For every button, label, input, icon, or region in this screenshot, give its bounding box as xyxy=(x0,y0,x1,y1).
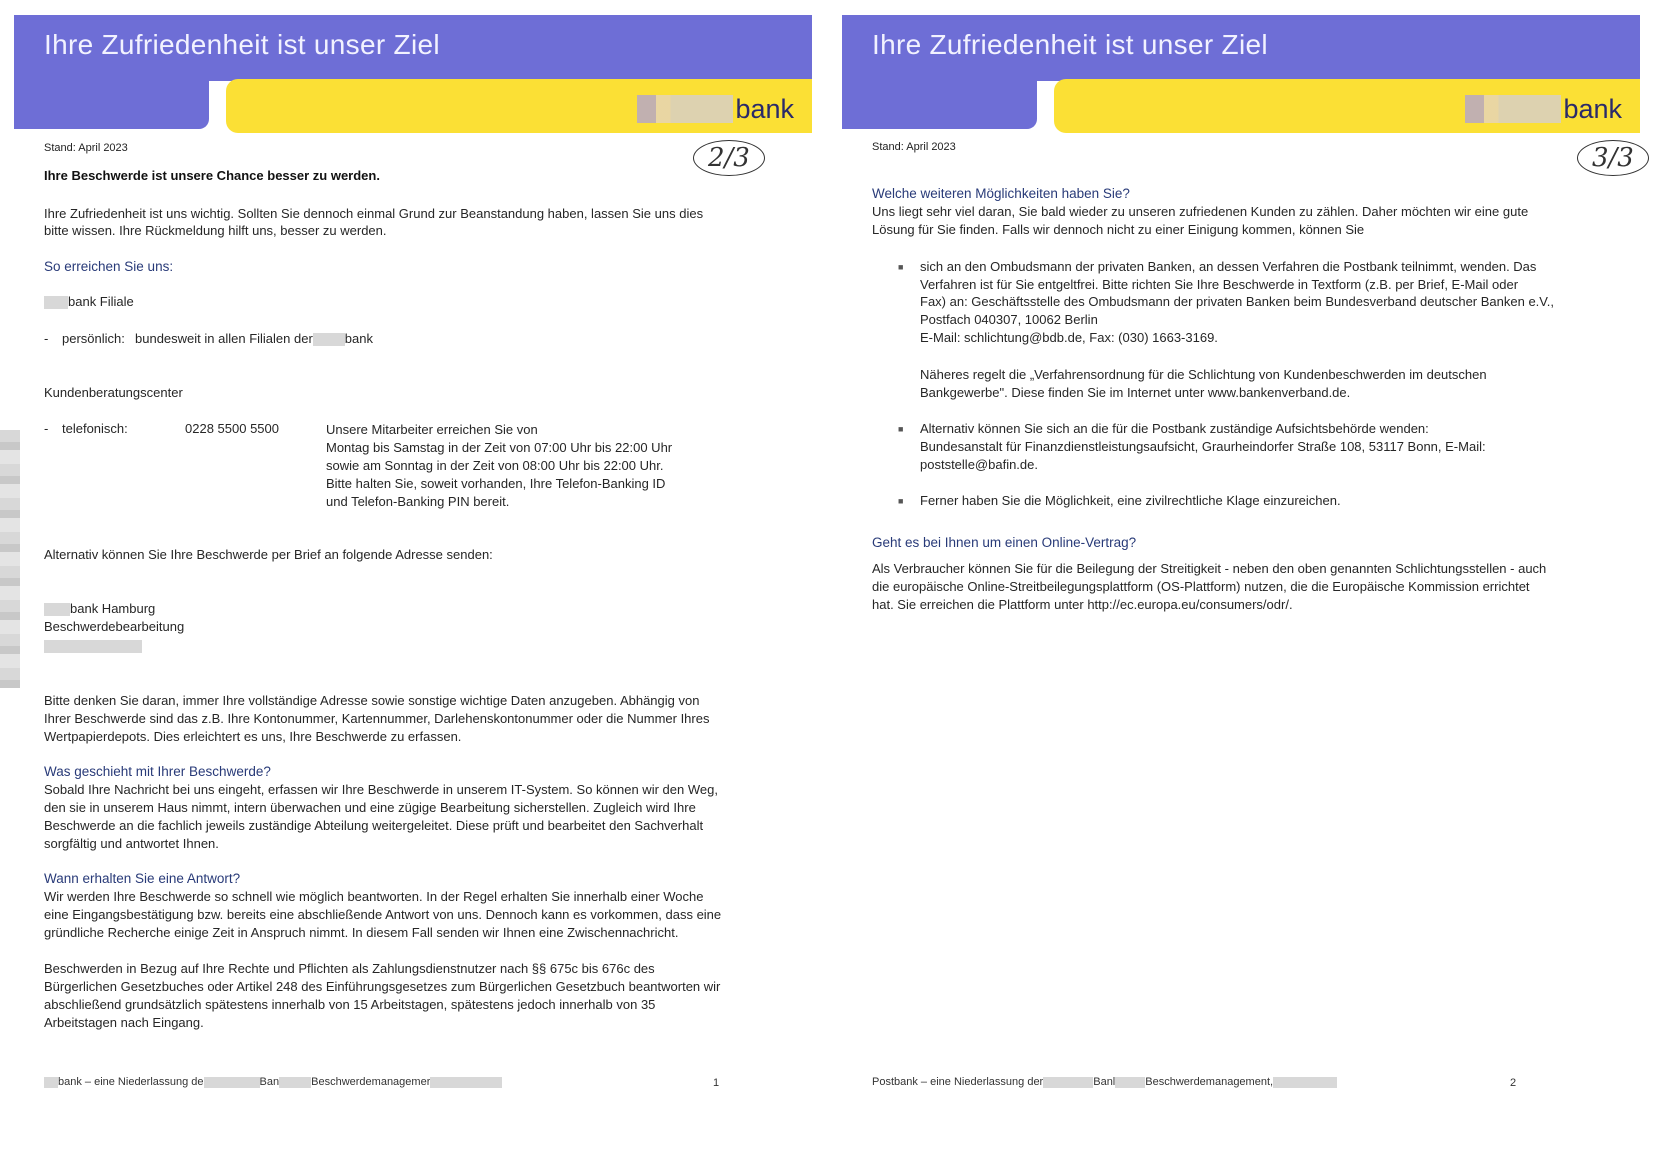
phone-info-line: Montag bis Samstag in der Zeit von 07:00 Uhr bis 22:00 Uhr xyxy=(326,440,673,455)
stand-date: Stand: April 2023 xyxy=(44,142,128,154)
what-line: Beschwerde an die fachlich jeweils zuständige Abteilung weitergeleitet. Diese prüft und bearbeitet den Sachverhalt xyxy=(44,818,704,833)
phone-info-line: Bitte halten Sie, soweit vorhanden, Ihre Telefon-Banking ID xyxy=(326,476,666,491)
redaction xyxy=(1115,1077,1145,1088)
address-line-3 xyxy=(44,637,142,655)
bullet-1-line: E-Mail: schlichtung@bdb.de, Fax: (030) 1663-3169. xyxy=(920,330,1218,345)
header-banner xyxy=(842,15,1640,132)
redaction xyxy=(44,603,70,616)
personal-text: bundesweit in allen Filialen der bank xyxy=(135,331,373,346)
intro-line-1: Ihre Zufriedenheit ist uns wichtig. Sollten Sie dennoch einmal Grund zur Beanstandung haben, lassen Sie uns dies xyxy=(44,206,704,221)
logo-word: bank xyxy=(1563,93,1622,124)
reminder-line: Ihrer Beschwerde sind das z.B. Ihre Kontonummer, Kartennummer, Darlehenskontonummer oder die Nummer Ihres xyxy=(44,711,710,726)
intro-line-2: bitte wissen. Ihre Rückmeldung hilft uns, besser zu werden. xyxy=(44,223,387,238)
page-stamp: 2/3 xyxy=(693,140,765,176)
options-heading: Welche weiteren Möglichkeiten haben Sie? xyxy=(872,186,1130,201)
letter-text: Alternativ können Sie Ihre Beschwerde per Brief an folgende Adresse senden: xyxy=(44,547,493,562)
redaction xyxy=(44,1077,58,1088)
reminder-line: Bitte denken Sie daran, immer Ihre vollständige Adresse sowie sonstige wichtige Daten anzugeben. Abhängig von xyxy=(44,693,700,708)
banner-slogan: Ihre Zufriedenheit ist unser Ziel xyxy=(44,29,440,60)
address-line-1: bank Hamburg xyxy=(44,600,155,618)
personal-label: persönlich: xyxy=(62,331,125,346)
when-heading: Wann erhalten Sie eine Antwort? xyxy=(44,871,241,886)
personal-dash: - xyxy=(44,331,49,346)
online-heading: Geht es bei Ihnen um einen Online-Vertrag? xyxy=(872,535,1137,550)
redaction xyxy=(204,1077,260,1088)
legal-line: Arbeitstagen nach Eingang. xyxy=(44,1015,204,1030)
legal-line: abschließend grundsätzlich spätestens innerhalb von 15 Arbeitstagen, spätestens jedoch innerhalb von 35 xyxy=(44,997,656,1012)
bullet-icon: ■ xyxy=(898,262,904,272)
bullet-1-line: sich an den Ombudsmann der privaten Banken, an dessen Verfahren die Postbank teilnimmt, wenden. Das xyxy=(920,259,1537,274)
address-line-2: Beschwerdebearbeitung xyxy=(44,619,185,634)
bullet-1-more-line: Bankgewerbe". Diese finden Sie im Internet unter www.bankenverband.de. xyxy=(920,385,1351,400)
redaction xyxy=(44,640,142,653)
bullet-2-line: Bundesanstalt für Finanzdienstleistungsaufsicht, Graurheindorfer Straße 108, 53117 Bonn, E-Mail: xyxy=(920,439,1486,454)
phone-info-line: Unsere Mitarbeiter erreichen Sie von xyxy=(326,422,538,437)
online-line: die europäische Online-Streitbeilegungsplattform (OS-Plattform) nutzen, die die Europäische Kommission errichtet xyxy=(872,579,1530,594)
when-line: Wir werden Ihre Beschwerde so schnell wie möglich beantworten. In der Regel erhalten Sie innerhalb einer Woche xyxy=(44,889,704,904)
redaction xyxy=(44,296,68,309)
footer: Postbank – eine Niederlassung der Banl Beschwerdemanagement, xyxy=(872,1076,1337,1088)
page-number: 2 xyxy=(1510,1077,1517,1089)
bank-logo xyxy=(1465,91,1622,127)
logo-redaction xyxy=(637,95,733,123)
options-line: Uns liegt sehr viel daran, Sie bald wieder zu unseren zufriedenen Kunden zu zählen. Daher möchten wir eine gute xyxy=(872,204,1529,219)
bullet-1-more-line: Näheres regelt die „Verfahrensordnung für die Schlichtung von Kundenbeschwerden im deutschen xyxy=(920,367,1487,382)
filiale-line: bank Filiale xyxy=(44,293,134,311)
redaction xyxy=(279,1077,311,1088)
redaction xyxy=(1043,1077,1093,1088)
redaction xyxy=(313,333,345,346)
stand-date: Stand: April 2023 xyxy=(872,141,956,153)
phone-label: telefonisch: xyxy=(62,421,128,436)
banner-slogan: Ihre Zufriedenheit ist unser Ziel xyxy=(872,29,1268,60)
logo-word: bank xyxy=(735,93,794,124)
redaction xyxy=(430,1077,502,1088)
what-line: Sobald Ihre Nachricht bei uns eingeht, erfassen wir Ihre Beschwerde in unserem IT-System. So können wir den Weg, xyxy=(44,782,718,797)
online-line: Als Verbraucher können Sie für die Beilegung der Streitigkeit - neben den oben genannten Schlichtungsstellen - auch xyxy=(872,561,1547,576)
phone-info-line: sowie am Sonntag in der Zeit von 08:00 Uhr bis 22:00 Uhr. xyxy=(326,458,664,473)
bullet-1-line: Postfach 040307, 10062 Berlin xyxy=(920,312,1098,327)
phone-number: 0228 5500 5500 xyxy=(185,421,279,436)
bullet-1-line: Verfahren ist für Sie entgeltfrei. Bitte richten Sie Ihre Beschwerde in Textform (z.B. per Brief, E-Mail oder xyxy=(920,277,1519,292)
reminder-line: Wertpapierdepots. Dies erleichtert es uns, Ihre Beschwerde zu erfassen. xyxy=(44,729,462,744)
online-line: hat. Sie erreichen die Plattform unter http://ec.europa.eu/consumers/odr/. xyxy=(872,597,1293,612)
bullet-3-line: Ferner haben Sie die Möglichkeit, eine zivilrechtliche Klage einzureichen. xyxy=(920,493,1341,508)
what-line: sorgfältig und antwortet Ihnen. xyxy=(44,836,219,851)
document-page-1 xyxy=(0,0,800,1169)
bullet-icon: ■ xyxy=(898,424,904,434)
options-line: Lösung für Sie finden. Falls wir dennoch nicht zu einer Einigung kommen, können Sie xyxy=(872,222,1365,237)
bank-logo xyxy=(637,91,794,127)
logo-redaction xyxy=(1465,95,1561,123)
legal-line: Beschwerden in Bezug auf Ihre Rechte und Pflichten als Zahlungsdienstnutzer nach §§ 675c bis 676c des xyxy=(44,961,655,976)
footer: bank – eine Niederlassung de Ban Beschwerdemanagemer xyxy=(44,1076,502,1088)
phone-dash: - xyxy=(44,421,49,436)
when-line: gründliche Recherche einige Zeit in Anspruch nimmt. In diesem Fall senden wir Ihnen eine Zwischennachricht. xyxy=(44,925,679,940)
page-number: 1 xyxy=(713,1077,720,1089)
bullet-1-line: Fax) an: Geschäftsstelle des Ombudsmann der privaten Banken beim Bundesverband deutscher Banken e.V., xyxy=(920,294,1554,309)
bullet-2-line: poststelle@bafin.de. xyxy=(920,457,1038,472)
what-heading: Was geschieht mit Ihrer Beschwerde? xyxy=(44,764,271,779)
document-page-2 xyxy=(842,0,1642,1169)
redaction xyxy=(1273,1077,1337,1088)
reach-heading: So erreichen Sie uns: xyxy=(44,259,174,274)
bullet-icon: ■ xyxy=(898,496,904,506)
phone-info-line: und Telefon-Banking PIN bereit. xyxy=(326,494,510,509)
what-line: den sie in unserem Haus nimmt, intern überwachen und eine zügige Bearbeitung sicherstellen. Zugleich wird Ihre xyxy=(44,800,696,815)
page-stamp: 3/3 xyxy=(1577,140,1649,176)
page-title: Ihre Beschwerde ist unsere Chance besser zu werden. xyxy=(44,168,380,183)
header-banner xyxy=(14,15,812,132)
center-label: Kundenberatungscenter xyxy=(44,385,183,400)
when-line: eine Eingangsbestätigung bzw. bereits eine abschließende Antwort von uns. Dennoch kann es vorkommen, dass eine xyxy=(44,907,722,922)
legal-line: Bürgerlichen Gesetzbuches oder Artikel 248 des Einführungsgesetzes zum Bürgerlichen Gesetzbuch beantworten wir xyxy=(44,979,721,994)
bullet-2-line: Alternativ können Sie sich an die für die Postbank zuständige Aufsichtsbehörde wenden: xyxy=(920,421,1429,436)
